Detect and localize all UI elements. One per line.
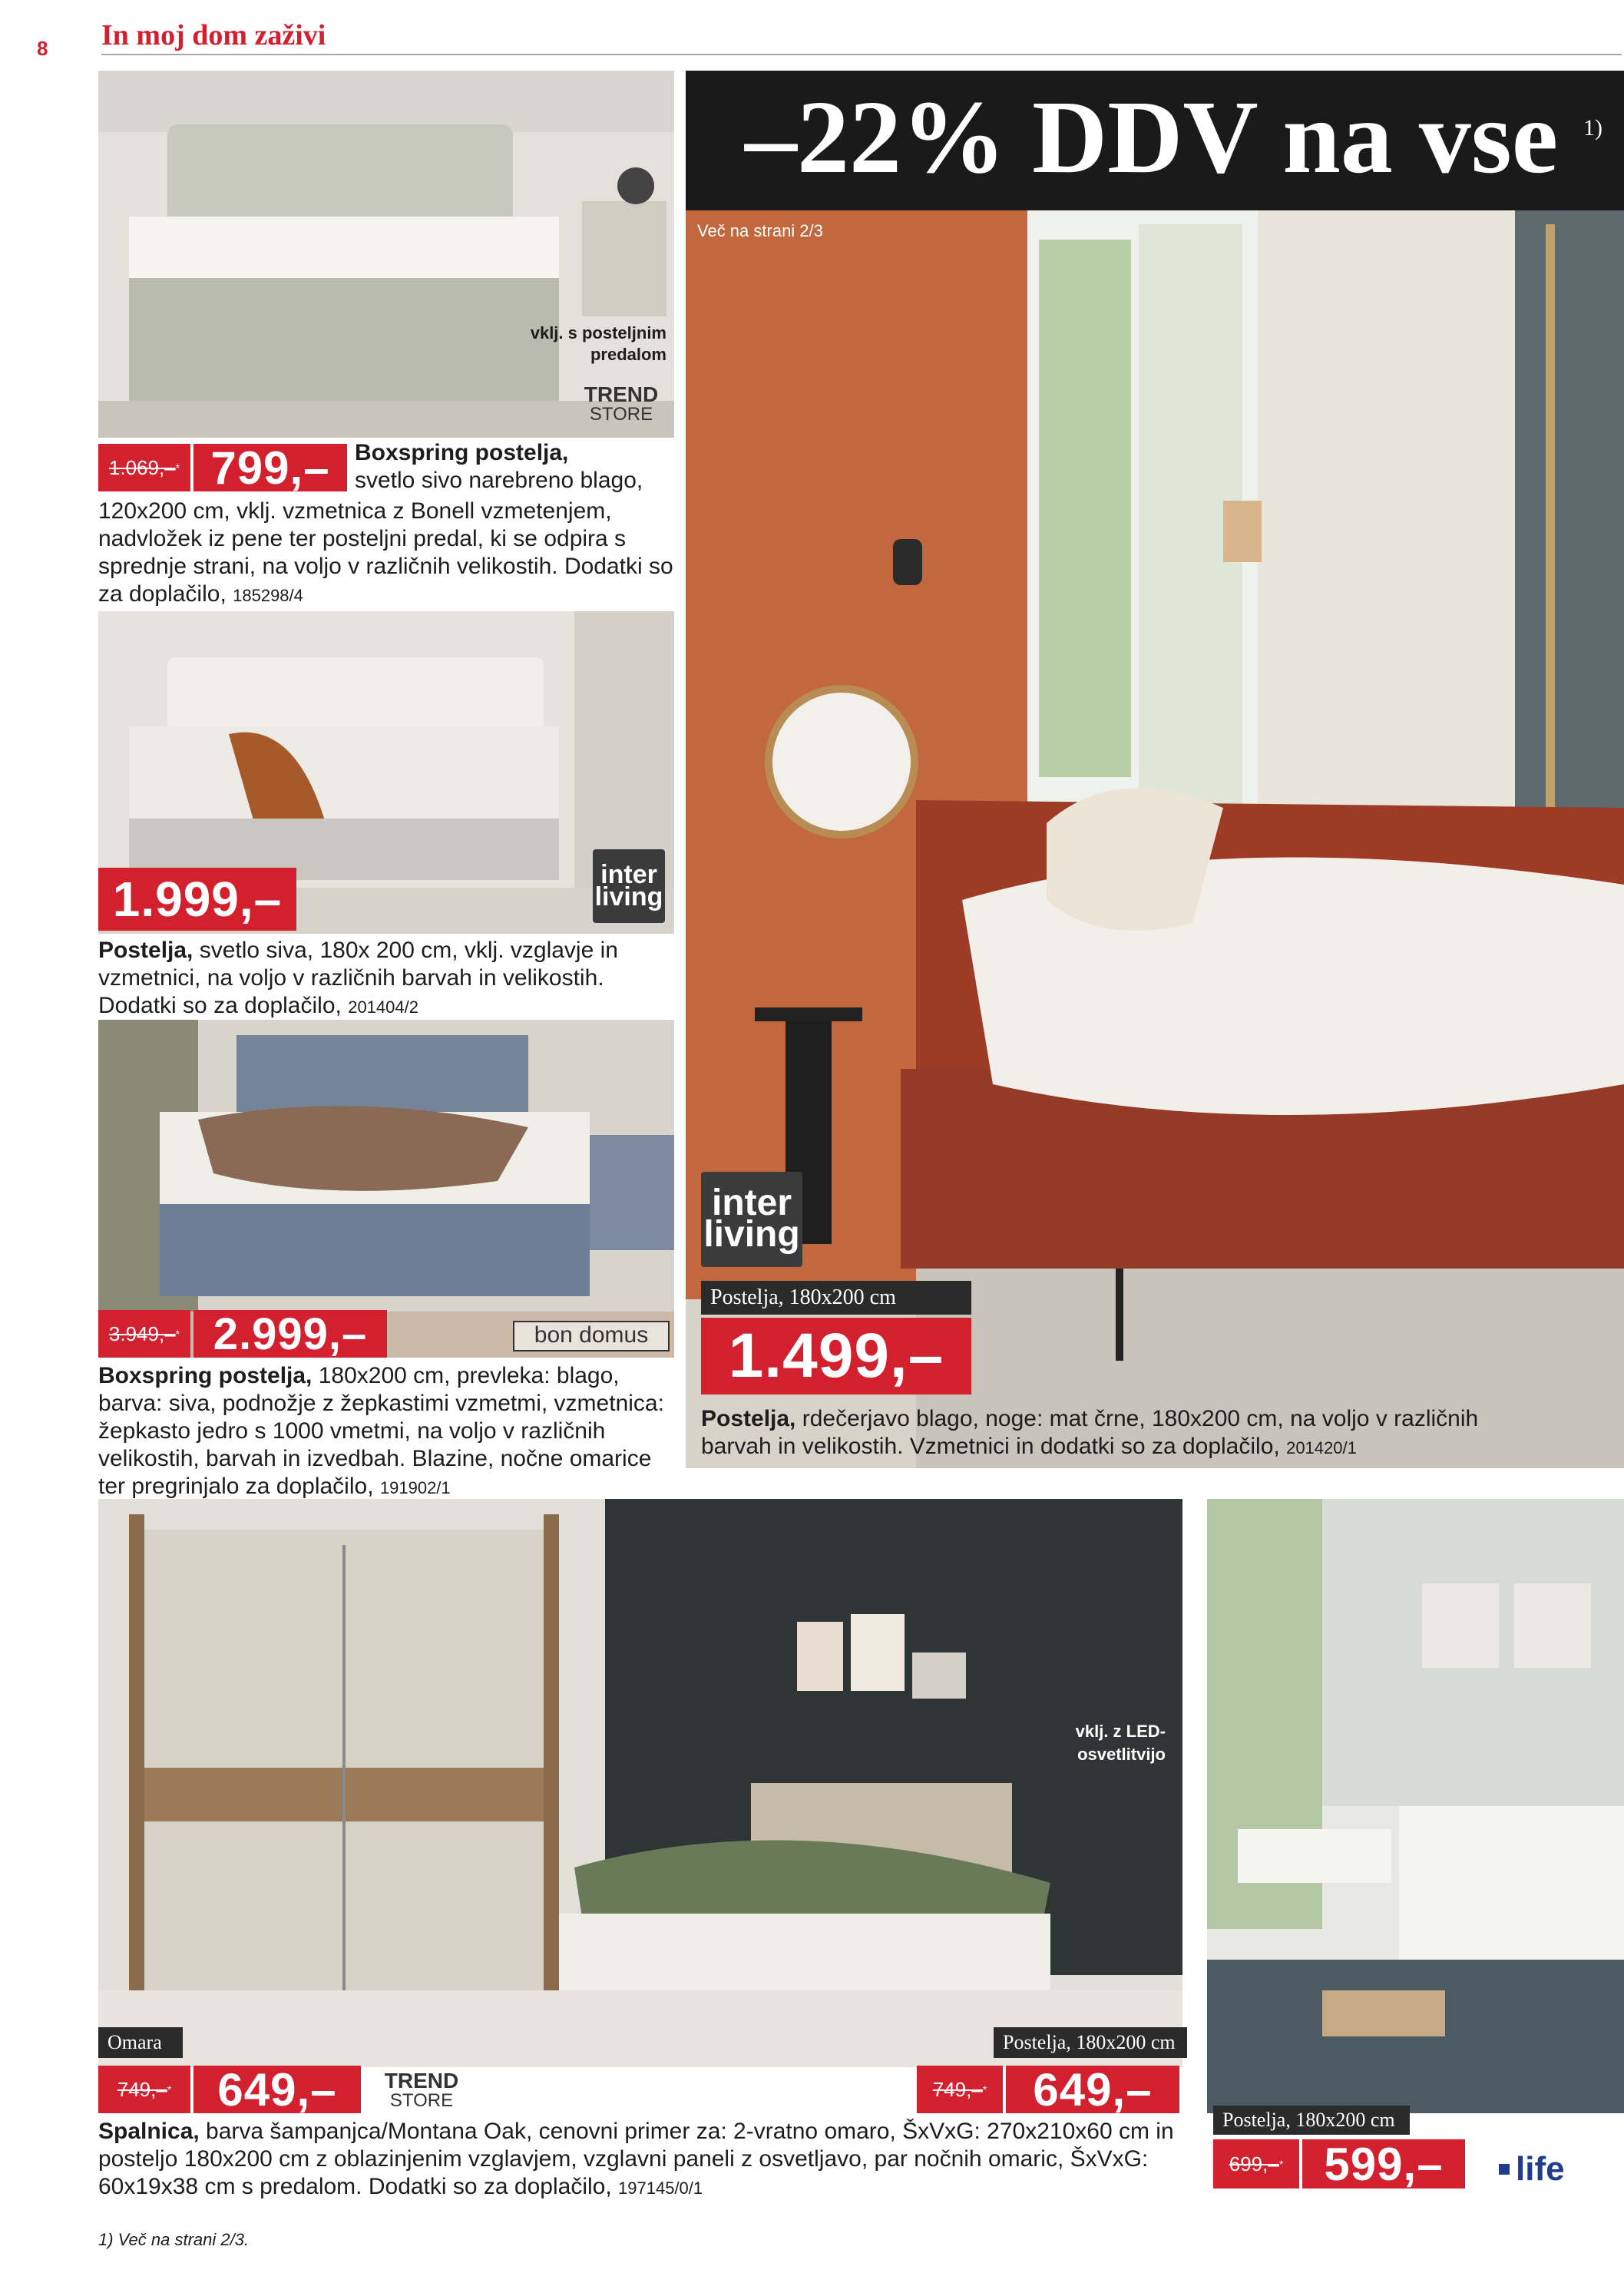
inter-living-logo — [701, 1172, 802, 1267]
product5-tag: Postelja, 180x200 cm — [1213, 2106, 1410, 2135]
brand-line-1: TREND — [384, 2069, 459, 2093]
boxspring-blue-photo — [98, 1020, 674, 1358]
product3-old-price — [98, 1310, 190, 1358]
product1-description — [98, 498, 674, 610]
product1-old-price — [98, 444, 190, 491]
old-price-marker: * — [1278, 2158, 1284, 2170]
wardrobe-price: 649,– — [193, 2066, 361, 2113]
hero-price: 1.499,– — [701, 1318, 971, 1394]
brand-line-1: TREND — [584, 382, 659, 406]
hero-desc-text: rdečerjavo blago, noge: mat črne, 180x200 cm, na voljo v različnih barvah in velikostih. Vzmetnici in dodatki so za doplačilo, — [701, 1406, 1479, 1459]
hero-desc-bold: Postelja, — [701, 1406, 796, 1431]
section-title: In moj dom zaživi — [101, 19, 326, 51]
page-footnote: 1) Več na strani 2/3. — [98, 2230, 250, 2249]
bedroom-desc-bold: Spalnica, — [98, 2119, 200, 2144]
product1-desc-line: svetlo sivo narebreno blago, — [355, 468, 643, 493]
product3-ref: 191902/1 — [379, 1478, 451, 1497]
product5-old-price — [1213, 2139, 1299, 2188]
inter-living-logo-2 — [593, 849, 665, 923]
product1-photo-note: vklj. s posteljnim predalom — [530, 323, 666, 364]
life-logo-square-icon — [1499, 2164, 1510, 2175]
old-price-marker: * — [982, 2083, 987, 2096]
old-price-value: 3.949,– — [108, 1322, 176, 1345]
footnote-marker: 1) — [1583, 115, 1603, 141]
hero-bedroom-photo — [686, 71, 1624, 1468]
bedroom-desc-text: barva šampanjca/Montana Oak, cenovni primer za: 2-vratno omaro, ŠxVxG: 270x210x60 cm in posteljo 180x200 cm z oblazinjenim vzglavjem, vzglavni paneli z osvetljavo, par nočnih omaric, ŠxVxG: 60x19x38 cm s predalom. Dodatki so za doplačilo, — [98, 2119, 1174, 2199]
old-price-value: 749,– — [117, 2077, 167, 2101]
trend-store-logo — [576, 384, 666, 424]
header-divider — [101, 54, 1622, 55]
bedroom-set-photo — [98, 1499, 1182, 2067]
old-price-marker: * — [167, 2083, 172, 2096]
bon-domus-logo: bon domus — [513, 1321, 670, 1351]
product1-ref: 185298/4 — [233, 586, 303, 605]
product2-description — [98, 937, 674, 1021]
brand-line-1: inter — [600, 860, 657, 890]
wardrobe-old-price — [98, 2066, 190, 2113]
old-price-marker: * — [175, 462, 180, 474]
bedroom-description — [98, 2118, 1189, 2202]
life-logo-text: life — [1516, 2150, 1565, 2188]
brand-line-2: living — [703, 1214, 800, 1255]
product3-price: 2.999,– — [193, 1310, 387, 1358]
hero-ref: 201420/1 — [1286, 1438, 1357, 1457]
old-price-value: 699,– — [1229, 2152, 1279, 2175]
see-more-note: Več na strani 2/3 — [697, 221, 823, 240]
product2-price: 1.999,– — [98, 868, 296, 931]
product3-desc-bold: Boxspring postelja, — [98, 1363, 313, 1388]
bed-tag: Postelja, 180x200 cm — [994, 2027, 1187, 2058]
trend-store-logo-2 — [376, 2070, 467, 2110]
hero-description — [701, 1405, 1553, 1462]
white-bed-photo — [1207, 1499, 1624, 2113]
product1-title-bold: Boxspring postelja, — [355, 440, 569, 465]
old-price-marker: * — [175, 1328, 180, 1340]
discount-banner-text: –22% DDV na vse — [745, 80, 1559, 195]
product3-desc-text: 180x200 cm, prevleka: blago, barva: siva, podnožje z žepkastimi vzmetmi, vzmetnica: žepkasto jedro s 1000 vmetmi, na voljo v različnih velikostih, barvah in izvedbah. Blazine, nočne omarice ter pregrinjalo za doplačilo, — [98, 1363, 664, 1499]
bedroom-ref: 197145/0/1 — [618, 2179, 703, 2198]
old-price-value: 749,– — [932, 2077, 983, 2101]
hero-product-tag: Postelja, 180x200 cm — [701, 1281, 971, 1315]
brand-line-2: living — [594, 882, 663, 911]
product2-desc-text: svetlo siva, 180x 200 cm, vklj. vzglavje in vzmetnici, na voljo v različnih barvah in velikostih. Dodatki so za doplačilo, — [98, 938, 618, 1018]
page-number: 8 — [37, 37, 48, 60]
product5-price: 599,– — [1302, 2139, 1465, 2188]
old-price-value: 1.069,– — [108, 455, 176, 479]
life-logo — [1499, 2150, 1565, 2188]
product3-description — [98, 1362, 682, 1502]
product2-desc-bold: Postelja, — [98, 938, 193, 963]
product1-desc-text: 120x200 cm, vklj. vzmetnica z Bonell vzmetenjem, nadvložek iz pene ter posteljni predal, ki se odpira s sprednje strani, na voljo v različnih velikostih. Dodatki so za doplačilo, — [98, 498, 673, 607]
brand-line-1: inter — [711, 1183, 792, 1224]
bed-price: 649,– — [1006, 2066, 1179, 2113]
bedroom-photo-note: vklj. z LED-osvetlitvijo — [1075, 1722, 1166, 1764]
product1-price: 799,– — [193, 444, 347, 491]
product1-title — [355, 439, 677, 495]
wardrobe-tag: Omara — [98, 2027, 183, 2058]
product2-ref: 201404/2 — [348, 997, 418, 1017]
brand-line-2: STORE — [589, 404, 653, 425]
brand-line-2: STORE — [389, 2090, 454, 2111]
bed-old-price — [917, 2066, 1003, 2113]
